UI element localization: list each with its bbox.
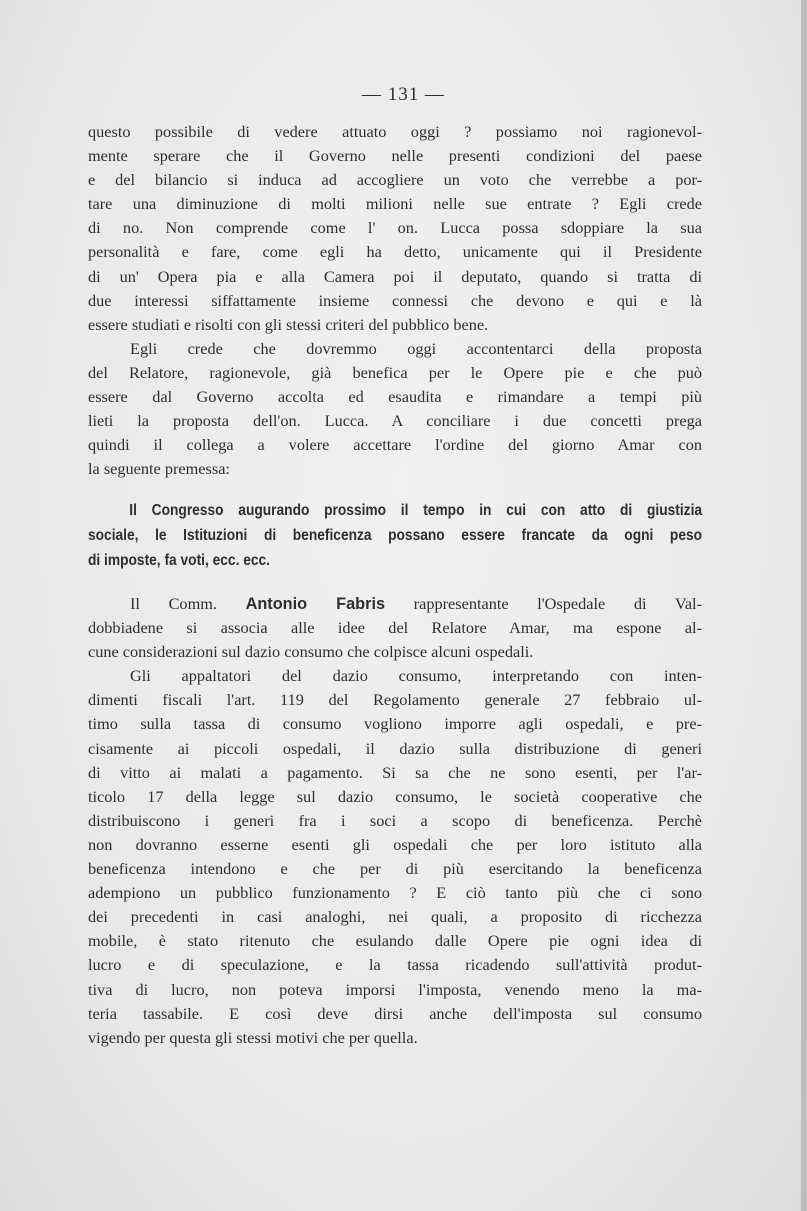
text-line: teria tassabile. E così deve dirsi anche dell'imposta sul consumo — [88, 1003, 702, 1023]
text-line: del Relatore, ragionevole, già benefica per le Opere pie e che può — [88, 362, 702, 382]
text-line: essere studiati e risolti con gli stessi criteri del pubblico bene. — [88, 314, 489, 334]
text-line: ticolo 17 della legge sul dazio consumo, le società cooperative che — [88, 786, 702, 806]
text-line: distribuiscono i generi fra i soci a scopo di beneficenza. Perchè — [88, 810, 702, 830]
text-line: tare una diminuzione di molti milioni nelle sue entrate ? Egli crede — [88, 194, 702, 214]
text-block-1 — [88, 120, 702, 481]
text-line: dimenti fiscali l'art. 119 del Regolamento generale 27 febbraio ul- — [88, 690, 702, 710]
text-line: mente sperare che il Governo nelle presenti condizioni del paese — [88, 146, 702, 166]
text-line: Egli crede che dovremmo oggi accontentarci della proposta — [130, 338, 702, 358]
page-number: — 131 — — [362, 84, 445, 105]
text-line: cune considerazioni sul dazio consumo che colpisce alcuni ospedali. — [88, 642, 534, 662]
resolution-line: di imposte, fa voti, ecc. ecc. — [88, 552, 271, 569]
text-line: questo possibile di vedere attuato oggi ? possiamo noi ragionevol- — [88, 122, 702, 141]
text-line: lieti la proposta dell'on. Lucca. A conciliare i due concetti prega — [88, 411, 702, 431]
speaker-prefix: Il Comm. — [130, 594, 246, 613]
text-line: di no. Non comprende come l' on. Lucca possa sdoppiare la sua — [88, 218, 702, 238]
text-line: timo sulla tassa di consumo vogliono imporre agli ospedali, e pre- — [88, 714, 702, 734]
text-line: la seguente premessa: — [88, 459, 230, 479]
text-line: personalità e fare, come egli ha detto, unicamente qui il Presidente — [88, 242, 702, 262]
resolution-line: sociale, le Istituzioni di beneficenza possano essere francate da ogni peso — [88, 527, 703, 544]
text-line: due interessi siffattamente insieme connessi che devono e qui e là — [88, 290, 702, 310]
text-line: di un' Opera pia e alla Camera poi il deputato, quando si tratta di — [88, 266, 702, 286]
text-line: Gli appaltatori del dazio consumo, interpretando con inten- — [130, 666, 702, 686]
text-line: e del bilancio si induca ad accogliere un voto che verrebbe a por- — [88, 170, 702, 190]
speaker-name: Antonio Fabris — [245, 595, 386, 613]
text-line: vigendo per questa gli stessi motivi che per quella. — [88, 1027, 418, 1047]
page-edge — [801, 0, 807, 1211]
text-line: adempiono un pubblico funzionamento ? E ciò tanto più che ci sono — [88, 883, 702, 903]
text-block-2 — [88, 592, 702, 1050]
text-line: essere dal Governo accolta ed esaudita e rimandare a tempi più — [88, 387, 702, 407]
text-line: quindi il collega a volere accettare l'ordine del giorno Amar con — [88, 435, 702, 455]
text-line: tiva di lucro, non poteva imporsi l'imposta, venendo meno la ma- — [88, 979, 702, 999]
text-line: mobile, è stato ritenuto che esulando dalle Opere pie ogni idea di — [88, 931, 702, 951]
text-line: beneficenza intendono e che per di più esercitando la beneficenza — [88, 859, 702, 879]
text-line: cisamente ai piccoli ospedali, il dazio sulla distribuzione di generi — [88, 738, 702, 758]
resolution-text — [88, 498, 702, 573]
text-line: non dovranno esserne esenti gli ospedali che per loro istituto alla — [88, 834, 702, 854]
text-line — [88, 592, 702, 616]
text-line: dobbiadene si associa alle idee del Relatore Amar, ma espone al- — [88, 618, 702, 638]
resolution-line: Il Congresso augurando prossimo il tempo in cui con atto di giustizia — [129, 502, 703, 519]
text-line: di vitto ai malati a pagamento. Si sa che ne sono esenti, per l'ar- — [88, 762, 702, 782]
text-line: lucro e di speculazione, e la tassa ricadendo sull'attività produt- — [88, 955, 702, 975]
speaker-rest: rappresentante l'Ospedale di Val- — [385, 594, 703, 613]
text-line: dei precedenti in casi analoghi, nei quali, a proposito di ricchezza — [88, 907, 702, 927]
